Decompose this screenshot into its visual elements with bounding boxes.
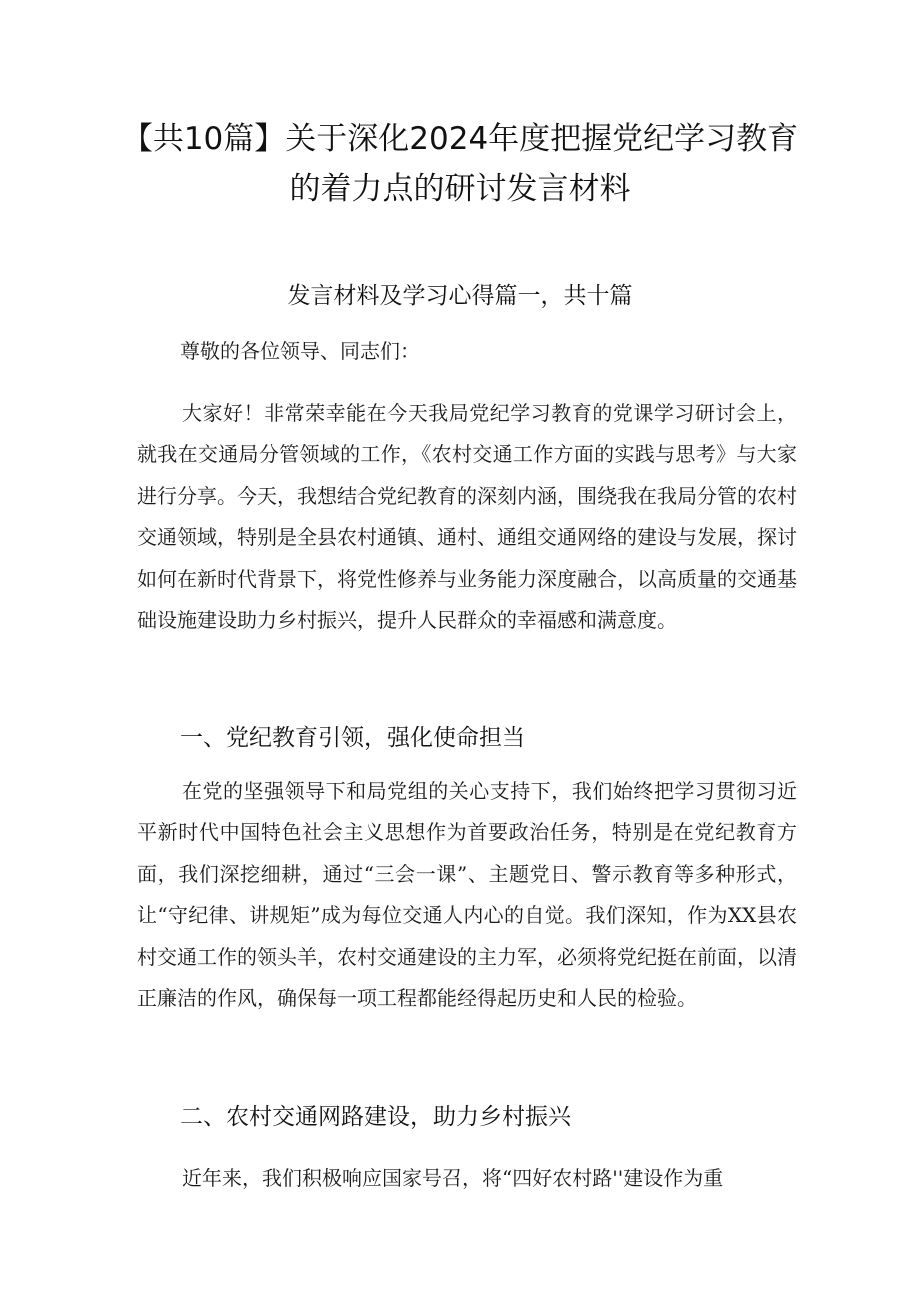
document-title-line2: 的着力点的研讨发言材料 (289, 171, 631, 207)
salutation: 尊敬的各位领导、同志们： (180, 339, 420, 363)
paragraph-intro: 大家好！非常荣幸能在今天我局党纪学习教育的党课学习研讨会上，就我在交通局分管领域的工作，《农村交通工作方面的实践与思考》与大家进行分享。今天，我想结合党纪教育的深刻内涵，围绕我在我局分管的农村交通领域，特别是全县农村通镇、通村、通组交通网络的建设与发展，探讨如何在新时代背景下，将党性修养与业务能力深度融合，以高质量的交通基础设施建设助力乡村振兴，提升人民群众的幸福感和满意度。 (137, 401, 797, 633)
section-heading-1: 一、党纪教育引领，强化使命担当 (180, 725, 525, 751)
section-heading-2: 二、农村交通网路建设，助力乡村振兴 (180, 1104, 571, 1130)
paragraph-section-1: 在党的坚强领导下和局党组的关心支持下，我们始终把学习贯彻习近平新时代中国特色社会主义思想作为首要政治任务，特别是在党纪教育方面，我们深挖细耕，通过“三会一课”、主题党日、警示教育等多种形式，让“守纪律、讲规矩”成为每位交通人内心的自觉。我们深知，作为XX县农村交通工作的领头羊，农村交通建设的主力军，必须将党纪挺在前面，以清正廉洁的作风，确保每一项工程都能经得起历史和人民的检验。 (137, 779, 797, 1011)
paragraph-section-2: 近年来，我们积极响应国家号召，将“四好农村路''建设作为重 (182, 1166, 724, 1190)
document-title-line1: 【共10篇】关于深化2024年度把握党纪学习教育 (121, 121, 799, 157)
document-subtitle: 发言材料及学习心得篇一，共十篇 (287, 283, 633, 309)
